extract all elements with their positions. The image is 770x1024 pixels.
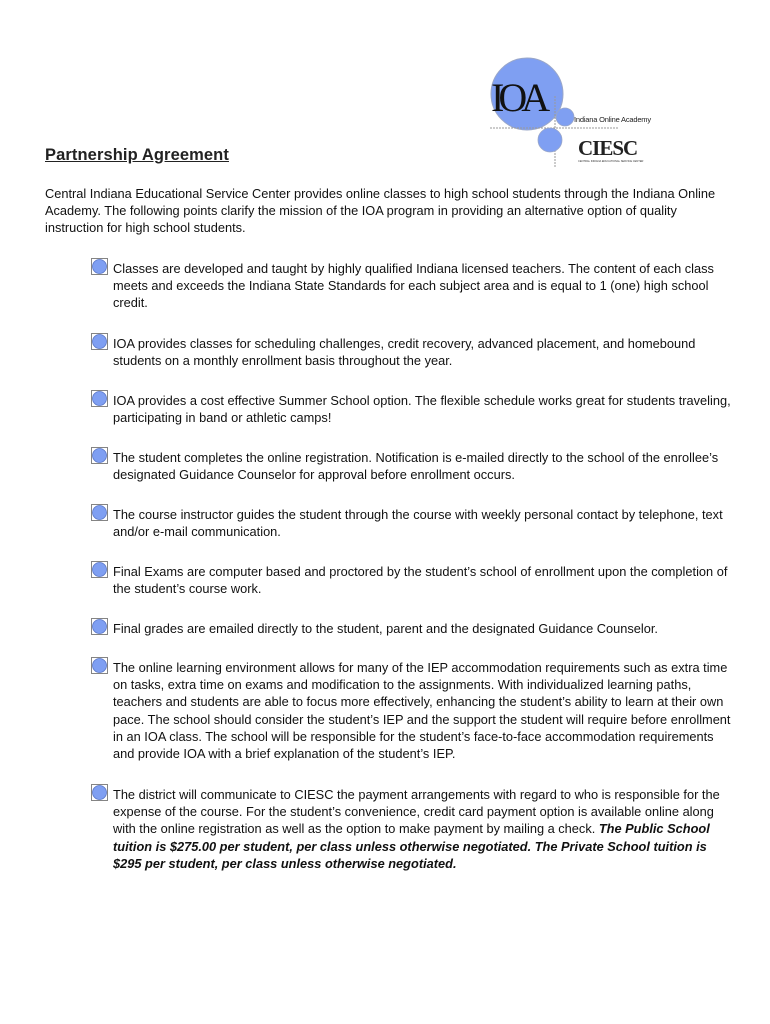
ciesc-circle-icon (538, 128, 562, 152)
list-item (91, 335, 731, 369)
bullet-circle-icon (91, 618, 108, 635)
ioa-small-circle-icon (556, 108, 574, 126)
bullet-circle-icon (91, 784, 108, 801)
payment-text: The district will communicate to CIESC the payment arrangements with regard to who is responsible for the expense of the course. For the student’s convenience, credit card payment option is available online along with the online registration as well as the option to make payment by mailing a check. (113, 787, 720, 837)
bullet-text: Final Exams are computer based and proctored by the student’s school of enrollment upon the completion of the student’s course work. (113, 564, 728, 597)
list-item (91, 620, 731, 637)
list-item (91, 659, 731, 762)
bullet-text: The course instructor guides the student through the course with weekly personal contact by telephone, text and/or e-mail communication. (113, 507, 723, 540)
list-item (91, 786, 731, 872)
bullet-circle-icon (91, 333, 108, 350)
bullet-text: The student completes the online registration. Notification is e-mailed directly to the school of the enrollee’s designated Guidance Counselor for approval before enrollment occurs. (113, 450, 719, 483)
ciesc-subline: CENTRAL INDIANA EDUCATIONAL SERVICE CENTER (578, 160, 644, 163)
bullet-circle-icon (91, 447, 108, 464)
ioa-ciesc-logo (486, 56, 662, 168)
ciesc-mark: CIESC (578, 136, 638, 160)
bullet-text: Classes are developed and taught by highly qualified Indiana licensed teachers. The content of each class meets and exceeds the Indiana State Standards for each subject area and is equal to 1 (one) high school credit. (113, 261, 714, 311)
bullet-circle-icon (91, 657, 108, 674)
ioa-letters: IOA (491, 75, 545, 120)
bullet-text: IOA provides a cost effective Summer School option. The flexible schedule works great for students traveling, participating in band or athletic camps! (113, 393, 731, 426)
intro-paragraph: Central Indiana Educational Service Center provides online classes to high school students through the Indiana Online Academy. The following points clarify the mission of the IOA program in providing an alternative option of quality instruction for high school students. (45, 186, 716, 236)
academy-name: Indiana Online Academy (574, 115, 651, 124)
page-title: Partnership Agreement (45, 146, 229, 164)
tuition-text: The Public School tuition is $275.00 per student, per class unless otherwise negotiated. The Private School tuition is $295 per student, per class unless otherwise negotiated. (113, 821, 710, 871)
list-item (91, 392, 731, 426)
bullet-circle-icon (91, 561, 108, 578)
list-item (91, 563, 731, 597)
list-item (91, 260, 731, 312)
bullet-text (113, 786, 731, 872)
list-item (91, 449, 731, 483)
bullet-circle-icon (91, 390, 108, 407)
bullet-text: Final grades are emailed directly to the student, parent and the designated Guidance Counselor. (113, 621, 658, 636)
bullet-text: IOA provides classes for scheduling challenges, credit recovery, advanced placement, and homebound students on a monthly enrollment basis throughout the year. (113, 336, 696, 369)
bullet-circle-icon (91, 504, 108, 521)
list-item (91, 506, 731, 540)
bullet-circle-icon (91, 258, 108, 275)
bullet-text: The online learning environment allows for many of the IEP accommodation requirements such as extra time on tasks, extra time on exams and modification to the assignments. With individualized learning paths, teachers and students are able to focus more effectively, enhancing the student’s ability to learn at their own pace. The school should consider the student’s IEP and the support the student will require before enrollment in an IOA class. The school will be responsible for the student’s face-to-face accommodation requirements and provide IOA with a brief explanation of the student’s IEP. (113, 660, 731, 762)
